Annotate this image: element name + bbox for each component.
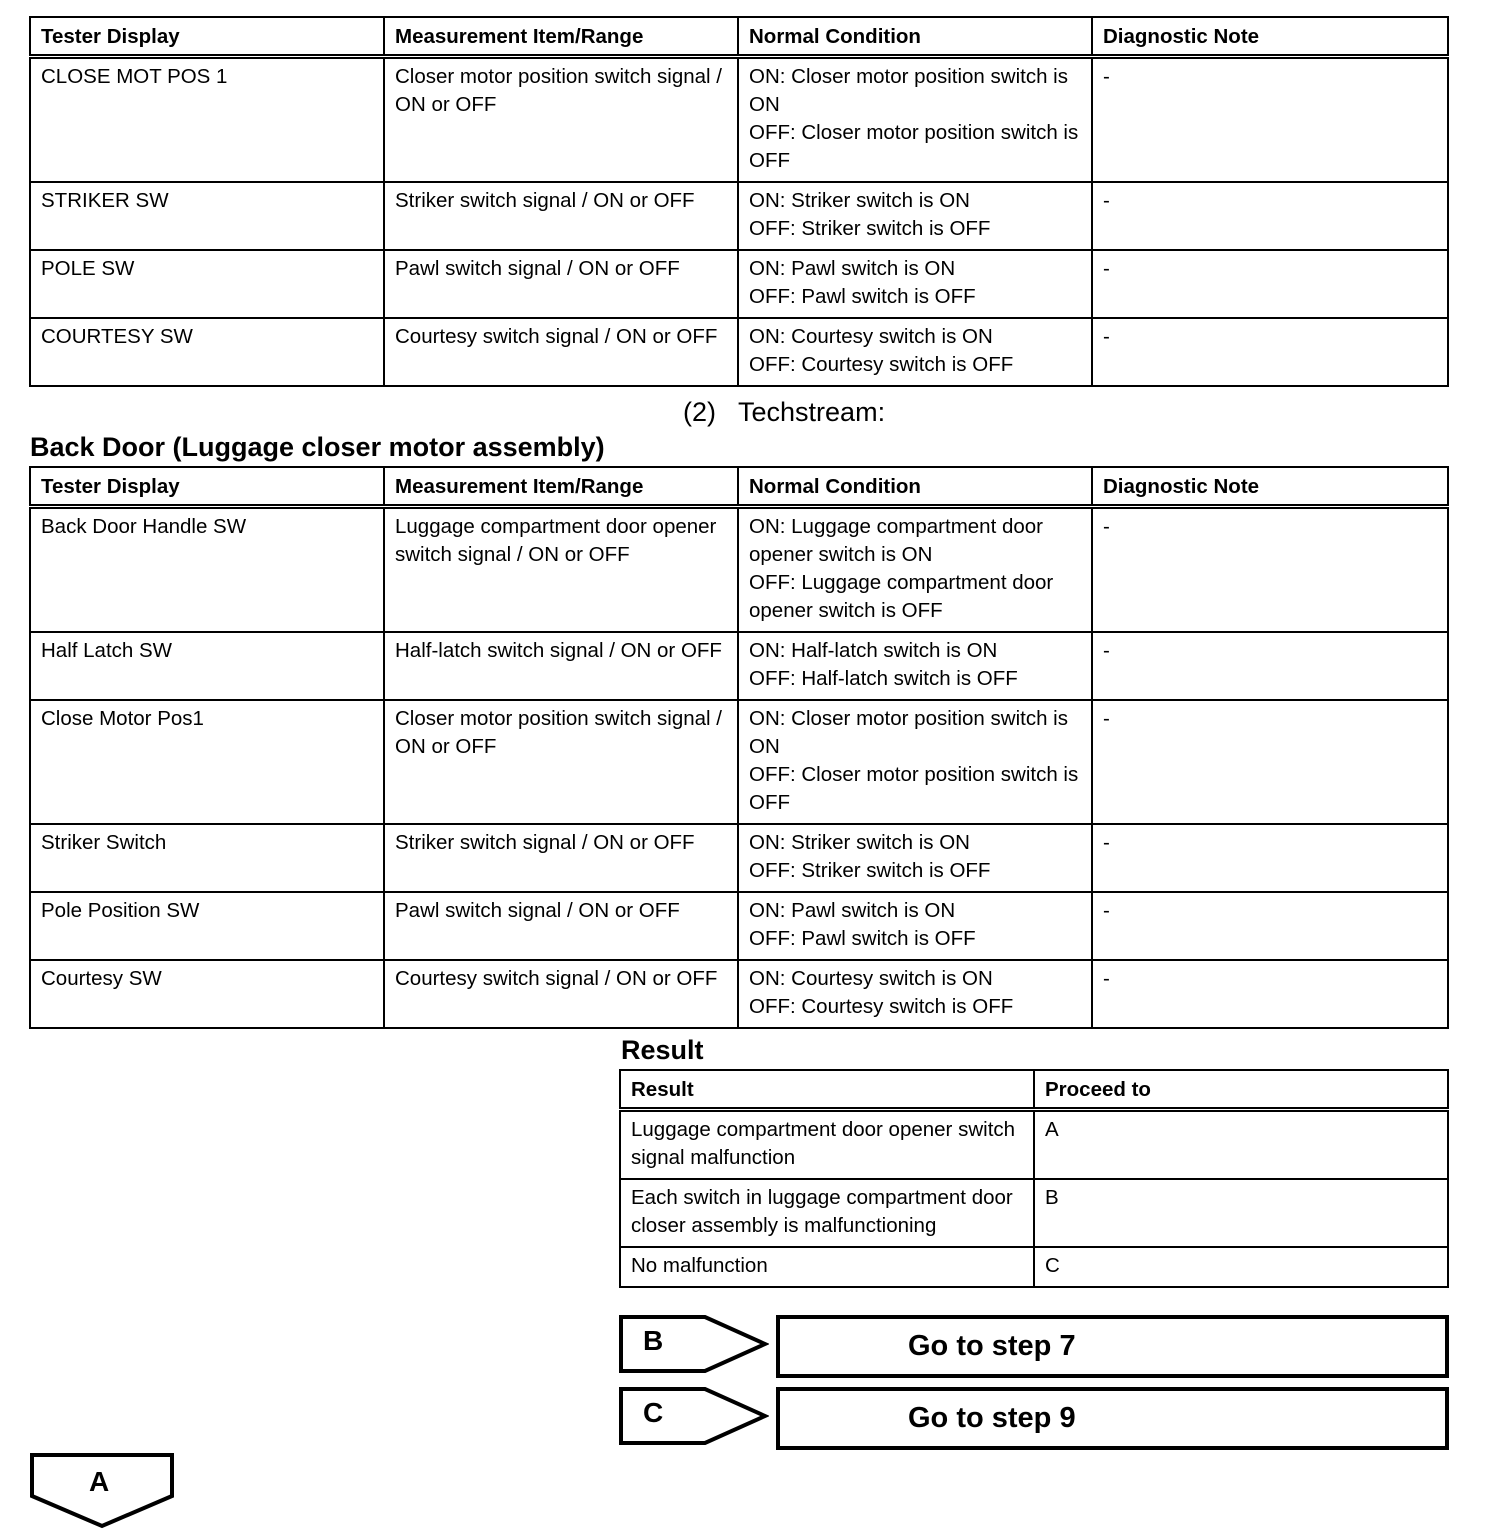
- tester-display-cell: Close Motor Pos1: [30, 700, 384, 824]
- col-header-proceed-to: Proceed to: [1034, 1070, 1448, 1110]
- normal-condition-line: ON: Pawl switch is ON: [749, 257, 956, 280]
- col-header-normal-condition: Normal Condition: [738, 17, 1092, 57]
- table-header-row: [30, 467, 1448, 507]
- col-header-result: Result: [620, 1070, 1034, 1110]
- tester-table-2: [29, 466, 1449, 1029]
- normal-condition-line: ON: Striker switch is ON: [749, 189, 970, 212]
- col-header-diagnostic-note: Diagnostic Note: [1092, 467, 1448, 507]
- normal-condition-line: OFF: Half-latch switch is OFF: [749, 667, 1018, 690]
- branch-b-arrow[interactable]: [619, 1315, 769, 1375]
- normal-condition-cell: [738, 507, 1092, 633]
- tester-display-cell: Striker Switch: [30, 824, 384, 892]
- diagnostic-note-cell: -: [1092, 318, 1448, 386]
- tester-display-cell: Half Latch SW: [30, 632, 384, 700]
- normal-condition-line: OFF: Courtesy switch is OFF: [749, 995, 1014, 1018]
- measurement-item-cell: Courtesy switch signal / ON or OFF: [384, 318, 738, 386]
- normal-condition-line: ON: Closer motor position switch is ON: [749, 65, 1068, 116]
- result-cell: Luggage compartment door opener switch signal malfunction: [620, 1110, 1034, 1180]
- normal-condition-cell: [738, 892, 1092, 960]
- continue-a-arrow[interactable]: [29, 1452, 177, 1530]
- normal-condition-line: OFF: Closer motor position switch is OFF: [749, 121, 1079, 172]
- normal-condition-line: ON: Courtesy switch is ON: [749, 967, 993, 990]
- normal-condition-line: ON: Courtesy switch is ON: [749, 325, 993, 348]
- table-row: [30, 960, 1448, 1028]
- proceed-to-cell: C: [1034, 1247, 1448, 1287]
- col-header-tester-display: Tester Display: [30, 17, 384, 57]
- measurement-item-cell: Pawl switch signal / ON or OFF: [384, 892, 738, 960]
- branch-c-arrow[interactable]: [619, 1387, 769, 1447]
- measurement-item-cell: Striker switch signal / ON or OFF: [384, 182, 738, 250]
- normal-condition-cell: [738, 632, 1092, 700]
- measurement-item-cell: Closer motor position switch signal / ON or OFF: [384, 57, 738, 183]
- normal-condition-cell: [738, 57, 1092, 183]
- table-row: [30, 318, 1448, 386]
- go-to-step-9-box[interactable]: Go to step 9: [776, 1387, 1449, 1450]
- normal-condition-line: OFF: Pawl switch is OFF: [749, 285, 976, 308]
- proceed-to-cell: B: [1034, 1179, 1448, 1247]
- measurement-item-cell: Striker switch signal / ON or OFF: [384, 824, 738, 892]
- table-row: [30, 700, 1448, 824]
- result-caption: Result: [621, 1035, 704, 1065]
- branch-b-label: B: [643, 1325, 664, 1356]
- branch-c-label: C: [643, 1397, 664, 1428]
- col-header-measurement-item: Measurement Item/Range: [384, 17, 738, 57]
- table-row: [30, 57, 1448, 183]
- result-cell: No malfunction: [620, 1247, 1034, 1287]
- table-row: [620, 1179, 1448, 1247]
- normal-condition-cell: [738, 318, 1092, 386]
- back-door-caption: Back Door (Luggage closer motor assembly): [30, 432, 605, 462]
- normal-condition-line: ON: Half-latch switch is ON: [749, 639, 998, 662]
- col-header-normal-condition: Normal Condition: [738, 467, 1092, 507]
- tester-display-cell: COURTESY SW: [30, 318, 384, 386]
- col-header-diagnostic-note: Diagnostic Note: [1092, 17, 1448, 57]
- table-header-row: [30, 17, 1448, 57]
- normal-condition-line: OFF: Pawl switch is OFF: [749, 927, 976, 950]
- diagnostic-note-cell: -: [1092, 507, 1448, 633]
- tester-display-cell: Back Door Handle SW: [30, 507, 384, 633]
- measurement-item-cell: Luggage compartment door opener switch signal / ON or OFF: [384, 507, 738, 633]
- normal-condition-line: OFF: Striker switch is OFF: [749, 859, 991, 882]
- col-header-tester-display: Tester Display: [30, 467, 384, 507]
- result-cell: Each switch in luggage compartment door closer assembly is malfunctioning: [620, 1179, 1034, 1247]
- normal-condition-cell: [738, 960, 1092, 1028]
- diagnostic-note-cell: -: [1092, 892, 1448, 960]
- normal-condition-line: ON: Pawl switch is ON: [749, 899, 956, 922]
- measurement-item-cell: Pawl switch signal / ON or OFF: [384, 250, 738, 318]
- diagnostic-note-cell: -: [1092, 57, 1448, 183]
- measurement-item-cell: Courtesy switch signal / ON or OFF: [384, 960, 738, 1028]
- continue-a-label: A: [89, 1466, 110, 1497]
- normal-condition-line: ON: Closer motor position switch is ON: [749, 707, 1068, 758]
- measurement-item-cell: Half-latch switch signal / ON or OFF: [384, 632, 738, 700]
- table-row: [620, 1247, 1448, 1287]
- result-table: [619, 1069, 1449, 1288]
- tester-display-cell: Courtesy SW: [30, 960, 384, 1028]
- table-header-row: [620, 1070, 1448, 1110]
- tester-display-cell: STRIKER SW: [30, 182, 384, 250]
- techstream-heading: (2) Techstream:: [683, 397, 886, 427]
- normal-condition-line: OFF: Luggage compartment door opener switch is OFF: [749, 571, 1054, 622]
- table-row: [30, 507, 1448, 633]
- table-row: [30, 250, 1448, 318]
- diagnostic-note-cell: -: [1092, 960, 1448, 1028]
- table-row: [30, 182, 1448, 250]
- table-row: [30, 632, 1448, 700]
- normal-condition-line: ON: Luggage compartment door opener switch is ON: [749, 515, 1043, 566]
- diagnostic-note-cell: -: [1092, 632, 1448, 700]
- diagnostic-note-cell: -: [1092, 700, 1448, 824]
- proceed-to-cell: A: [1034, 1110, 1448, 1180]
- normal-condition-cell: [738, 182, 1092, 250]
- table-row: [30, 892, 1448, 960]
- normal-condition-cell: [738, 824, 1092, 892]
- diagnostic-note-cell: -: [1092, 824, 1448, 892]
- normal-condition-line: OFF: Courtesy switch is OFF: [749, 353, 1014, 376]
- table-row: [30, 824, 1448, 892]
- diagnostic-note-cell: -: [1092, 182, 1448, 250]
- tester-display-cell: Pole Position SW: [30, 892, 384, 960]
- table-row: [620, 1110, 1448, 1180]
- tester-display-cell: CLOSE MOT POS 1: [30, 57, 384, 183]
- normal-condition-line: OFF: Striker switch is OFF: [749, 217, 991, 240]
- diagnostic-note-cell: -: [1092, 250, 1448, 318]
- normal-condition-line: OFF: Closer motor position switch is OFF: [749, 763, 1079, 814]
- normal-condition-cell: [738, 700, 1092, 824]
- col-header-measurement-item: Measurement Item/Range: [384, 467, 738, 507]
- normal-condition-cell: [738, 250, 1092, 318]
- go-to-step-7-box[interactable]: Go to step 7: [776, 1315, 1449, 1378]
- normal-condition-line: ON: Striker switch is ON: [749, 831, 970, 854]
- tester-table-1: [29, 16, 1449, 387]
- measurement-item-cell: Closer motor position switch signal / ON or OFF: [384, 700, 738, 824]
- tester-display-cell: POLE SW: [30, 250, 384, 318]
